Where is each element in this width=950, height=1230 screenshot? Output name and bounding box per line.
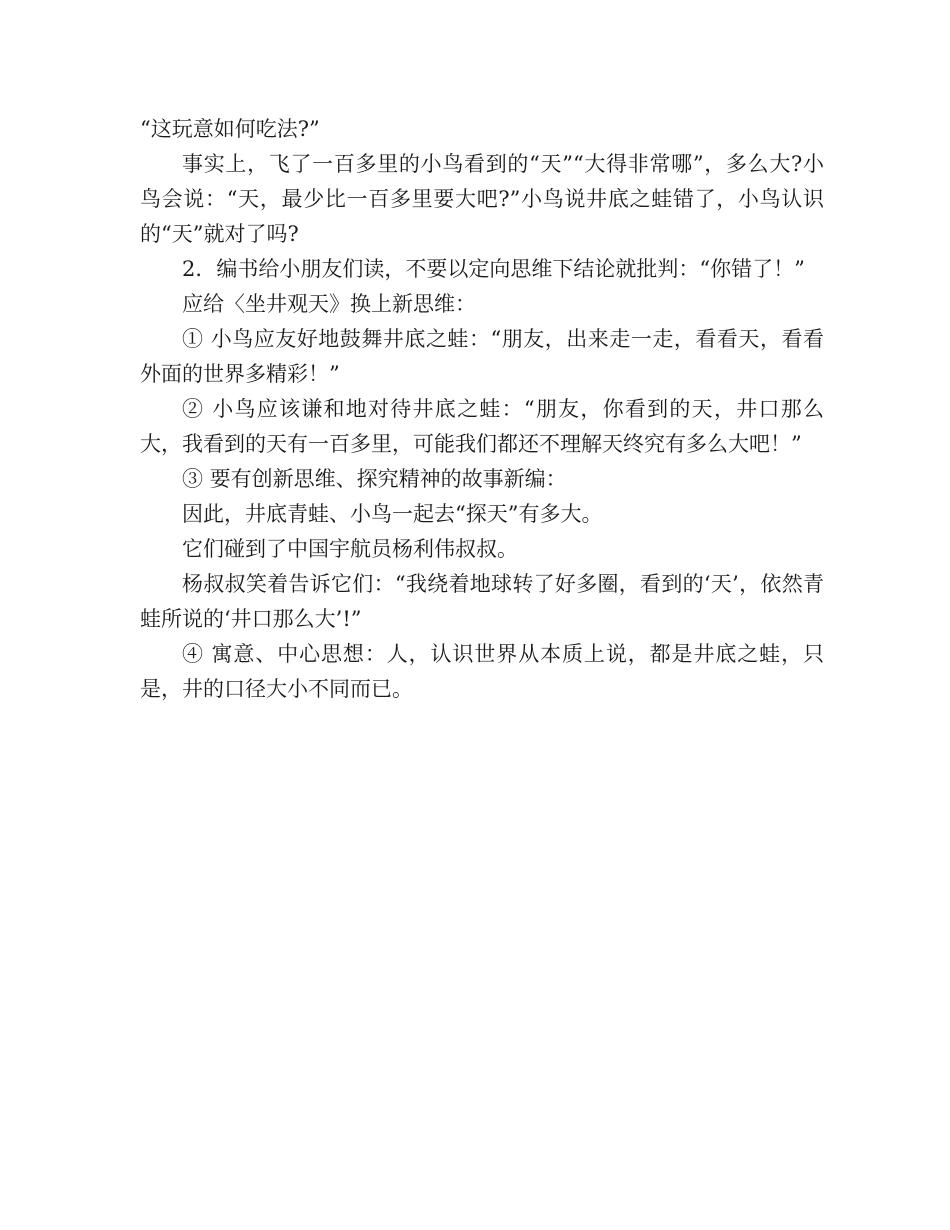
paragraph-astronaut-quote: 杨叔叔笑着告诉它们：“我绕着地球转了好多圈，看到的‘天’，依然青蛙所说的‘井口那么大’!” (140, 572, 824, 631)
paragraph-bird-sky-size: 事实上，飞了一百多里的小鸟看到的“天”“大得非常哪”，多么大?小鸟会说：“天，最少比一百多里要大吧?”小鸟说井底之蛙错了，小鸟认识的“天”就对了吗? (140, 152, 824, 246)
paragraph-item-2: ② 小鸟应该谦和地对待井底之蛙：“朋友，你看到的天，井口那么大，我看到的天有一百多里，可能我们都还不理解天终究有多么大吧！” (140, 397, 824, 456)
paragraph-point-2: 2．编书给小朋友们读，不要以定向思维下结论就批判：“你错了！” (182, 257, 805, 281)
paragraph-item-3: ③ 要有创新思维、探究精神的故事新编： (182, 467, 567, 491)
paragraph-item-1: ① 小鸟应友好地鼓舞井底之蛙：“朋友，出来走一走，看看天，看看外面的世界多精彩！” (140, 327, 824, 386)
paragraph-new-thinking-intro: 应给〈坐井观天》换上新思维： (182, 292, 476, 316)
paragraph-quote-how-to-eat: “这玩意如何吃法?” (140, 117, 320, 141)
paragraph-item-4-moral: ④ 寓意、中心思想：人，认识世界从本质上说，都是井底之蛙，只是，井的口径大小不同而已。 (140, 642, 824, 701)
paragraph-explore-sky: 因此，井底青蛙、小鸟一起去“探天”有多大。 (182, 502, 603, 526)
paragraph-meet-astronaut: 它们碰到了中国宇航员杨利伟叔叔。 (182, 537, 518, 561)
document-body (140, 112, 824, 707)
